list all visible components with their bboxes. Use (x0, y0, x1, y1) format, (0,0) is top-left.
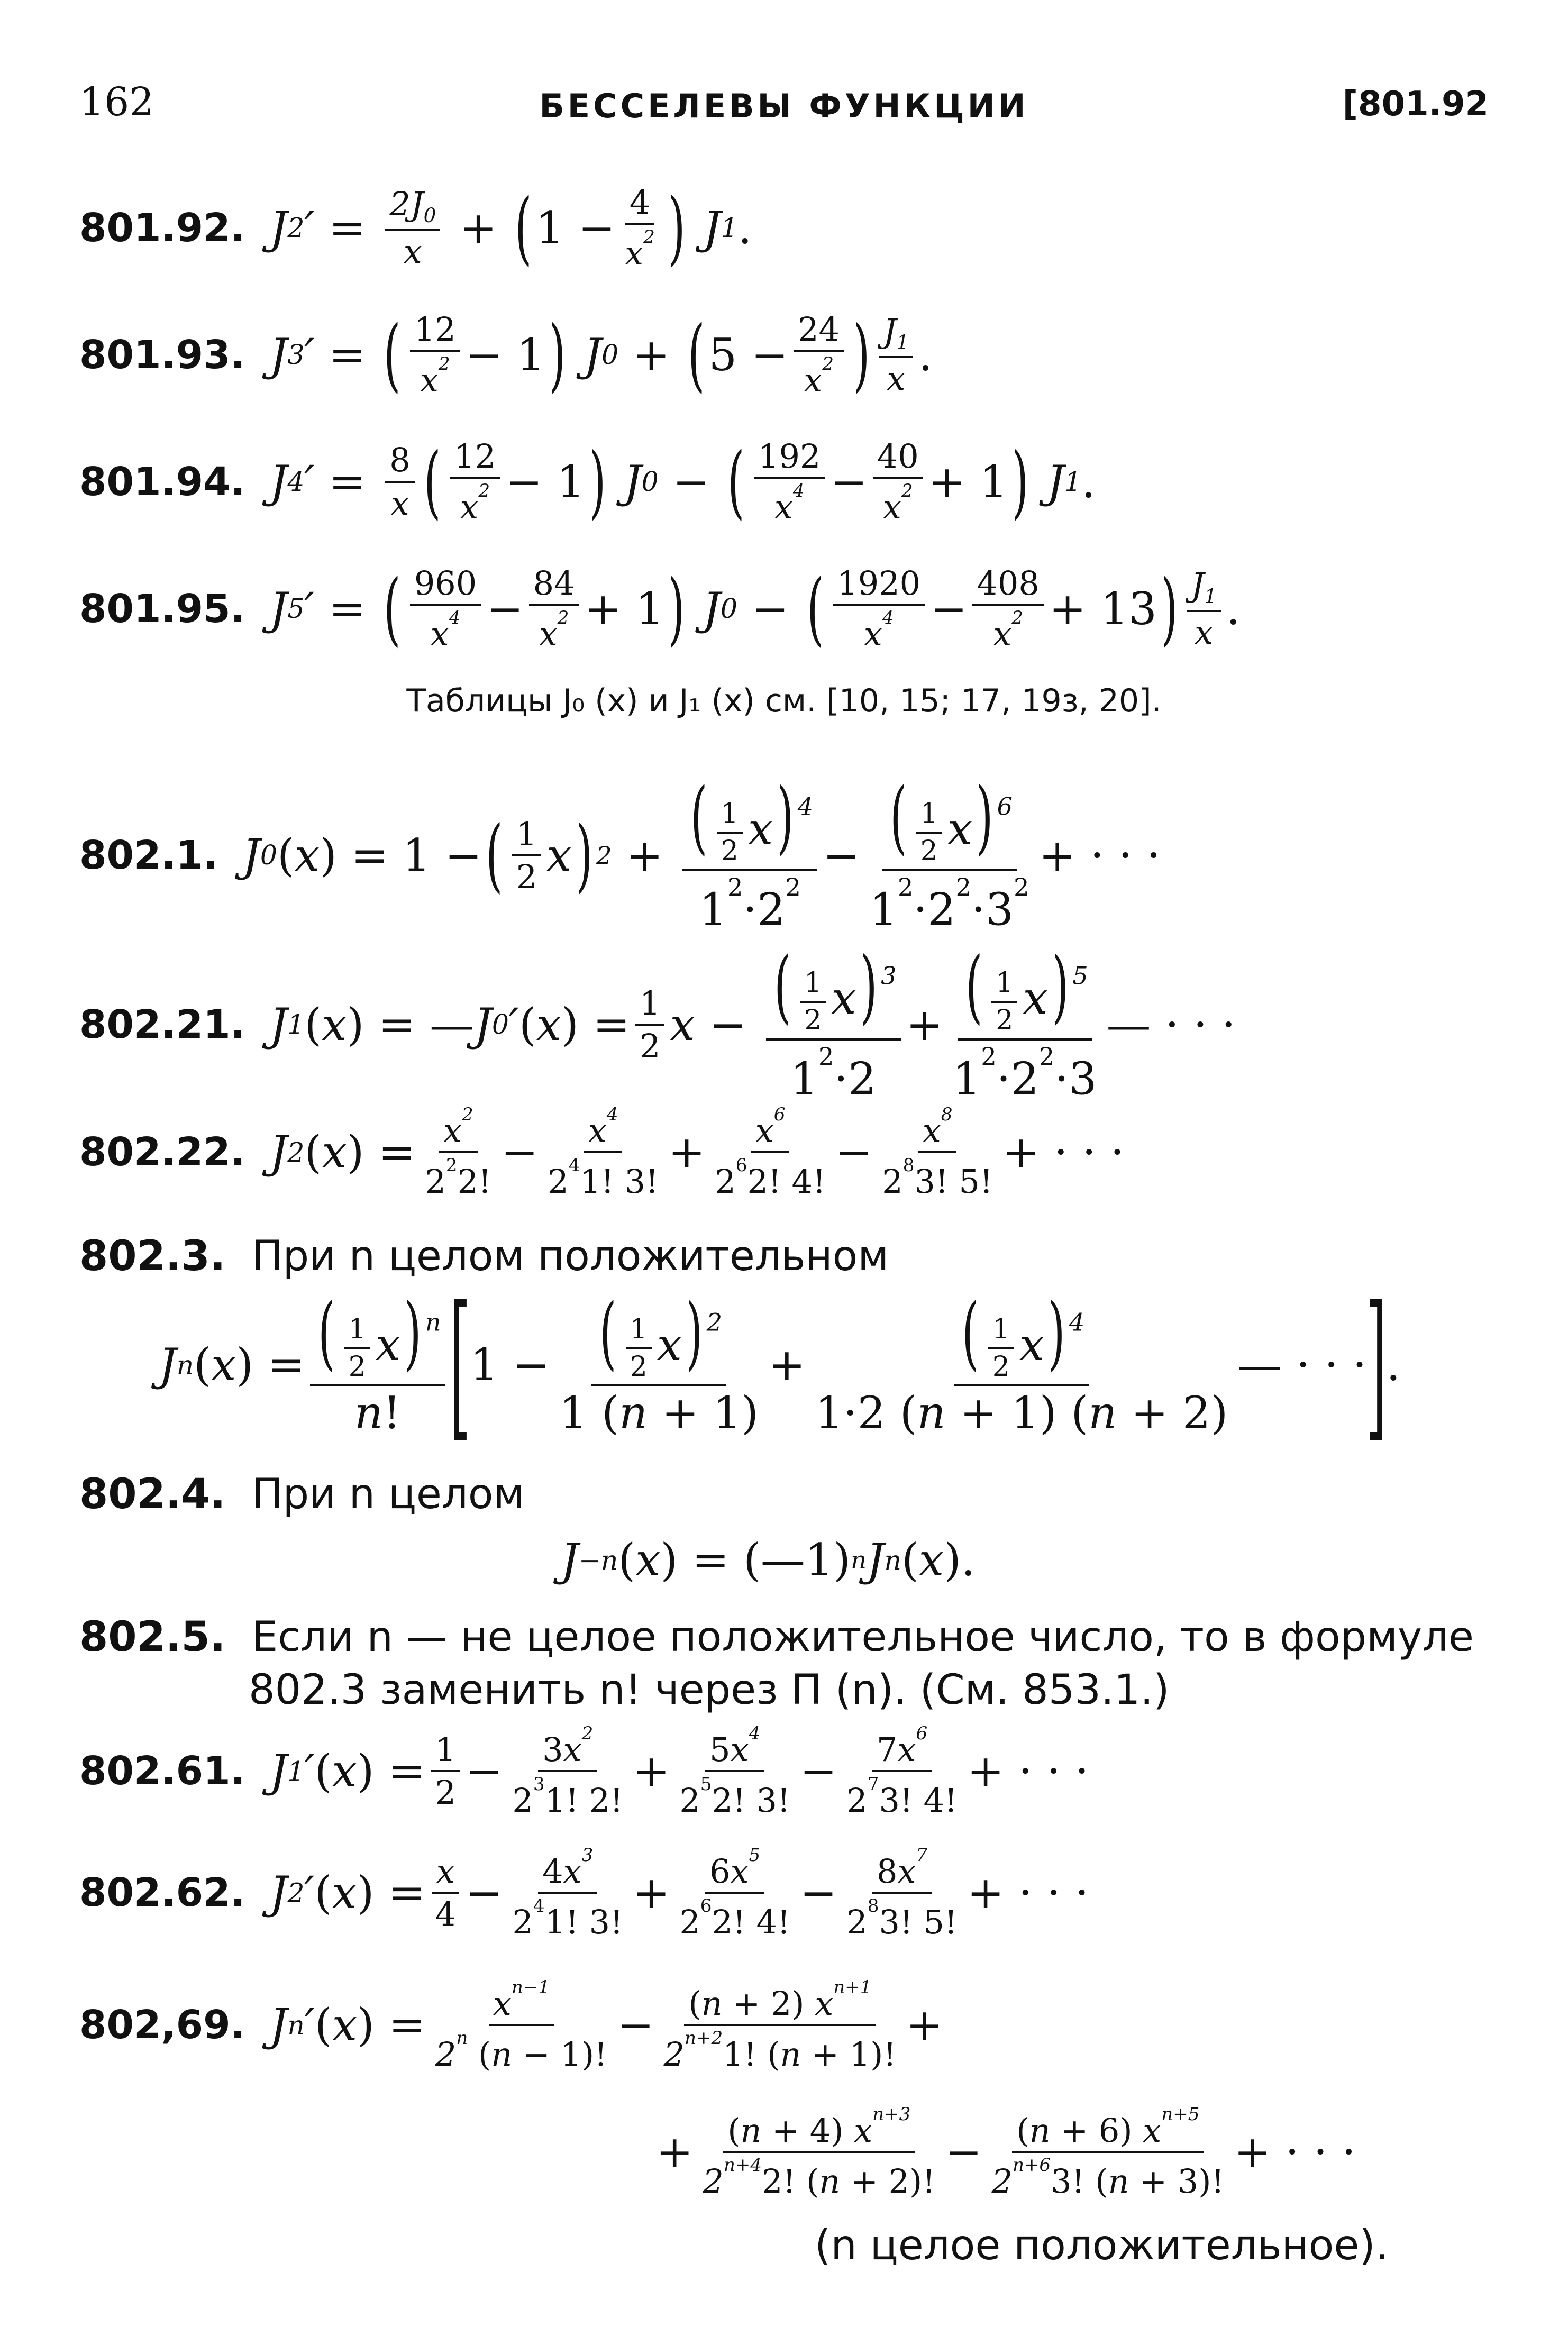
formula-802-22 (79, 1106, 1124, 1199)
formula-802-61 (79, 1724, 1089, 1818)
formula-label: 802.4. (79, 1471, 226, 1518)
formula-801-93 (79, 308, 933, 401)
formula-801-94 (79, 435, 1096, 528)
formula-body: J 4 ′ = $\frac{8}{x}$ ( 12 $x^2$ − 1 ) J 0 − ( 192 $x^4$ − $\frac{40}{x^2}$ + 1 ) J 1 . (269, 435, 1096, 528)
formula-body: J 5 ′ = ( 960 $x^4$ − $\frac{84}{x^2}$ + 1 ) J 0 − ( 1920 $x^4$ − $\frac{408}{x^2}$ + 13 ) $J_1$ x . (269, 562, 1241, 655)
formula-label: 802.1. (79, 832, 218, 878)
formula-body: J 2 ( x ) = $\frac{x^2}{2^22!}$ − $\frac{x^4}{2^41! 3!}$ + $\frac{x^6}{2^62! 4!}$ − $\frac{x^8}{2^83! 5!}$ + · · · (269, 1104, 1125, 1201)
formula-text-line1: Если n — не целое положительное число, то в формуле (251, 1613, 1474, 1661)
formula-802-3-intro (79, 1233, 889, 1280)
formula-802-69 (79, 1978, 943, 2072)
formula-label: 802.62. (79, 1870, 245, 1915)
formula-body: J 2 ′ ( x ) = $\frac{x}{4}$ − $\frac{4x^3}{2^41! 3!}$ + $\frac{6x^5}{2^62! 4!}$ − $\frac{8x^7}{2^83! 5!}$ + · · · (269, 1845, 1089, 1941)
section-reference: [801.92 (1342, 85, 1489, 124)
formula-body: J n ′ ( x ) = $\frac{x^{n-1}}{2^n (n - 1)!}$ − $\frac{(n + 2) x^{n+1}}{2^{n+2}1! (n + 1)!}$ + (269, 1977, 943, 2074)
formula-label: 802.22. (79, 1129, 245, 1175)
running-title: БЕССЕЛЕВЫ ФУНКЦИИ (539, 87, 1029, 125)
formula-802-3 (159, 1272, 1401, 1457)
formula-label: 801.94. (79, 459, 245, 505)
formula-label: 802,69. (79, 2002, 245, 2048)
formula-801-92 (79, 181, 752, 274)
formula-label: 801.93. (79, 332, 245, 378)
formula-body: J 2 ′ = $\frac{2J_0}{x}$ + ( 1 − $\frac{4}{x^2}$ ) J 1 . (269, 181, 752, 274)
formula-802-62 (79, 1846, 1089, 1939)
formula-802-1 (79, 771, 1161, 936)
formula-802-4 (561, 1534, 976, 1586)
formula-body: J 0 ( x ) = 1 − ( 1 2 x ) 2 + ( $\frac{1}{2}$ x) $^4$ $1^2\cdot 2^2$ − ( $\frac{1}{2}$ x) $^6$ $1^2\cdot 2^2\cdot 3^2$ + · · · (242, 771, 1161, 936)
formula-label: 802.21. (79, 1001, 245, 1047)
formula-label: 802.3. (79, 1233, 226, 1280)
formula-label: 801.92. (79, 205, 245, 251)
formula-802-69-cont (656, 2104, 1356, 2201)
formula-body: J −n ( x ) = (—1) n J n ( x ). (561, 1534, 976, 1586)
formula-body-continued: + $\frac{(n + 4) x^{n+3}}{2^{n+4}2! (n + 2)!}$ − $\frac{(n + 6) x^{n+5}}{2^{n+6}3! (n + 3)!}$ + · · · (656, 2104, 1356, 2201)
formula-body: J 1 ′ ( x ) = $\frac{1}{2}$ − $\frac{3x^2}{2^31! 2!}$ + $\frac{5x^4}{2^52! 3!}$ − $\frac{7x^6}{2^73! 4!}$ + · · · (269, 1723, 1089, 1820)
formula-label: 801.95. (79, 586, 245, 632)
page-number: 162 (79, 79, 154, 125)
formula-802-21 (79, 941, 1236, 1105)
formula-802-5-line2: 802.3 заменить n! через Π (n). (См. 853.1.) (249, 1666, 1170, 1714)
formula-802-4-intro (79, 1471, 524, 1518)
formula-text: При n целом (251, 1471, 525, 1518)
formula-body: J 3 ′ = ( 12 $x^2$ − 1 ) J 0 + ( 5 − $\frac{24}{x^2}$ ) $J_1$ x . (269, 308, 933, 401)
formula-body: J 1 ( x ) = — J 0 ′ ( x ) = $\frac{1}{2}$ x − ( $\frac{1}{2}$ x) $^3$ $1^2\cdot 2$ + ( $\frac{1}{2}$ x) $^5$ $1^2\cdot 2^2\cdot 3$ — · · · (269, 941, 1236, 1105)
formula-body: J n ( x ) = ( $\frac{1}{2}$ x) $^n$ n! [ 1 − ( $\frac{1}{2}$ x) $^2$ 1 (n + 1) + ( $\frac{1}{2}$ x) $^4$ 1·2 (n + 1) (n + 2) — · · · ] . (159, 1272, 1401, 1457)
tables-reference-note: Таблицы J₀ (x) и J₁ (x) см. [10, 15; 17, 19з, 20]. (406, 682, 1162, 719)
formula-label: 802.61. (79, 1748, 245, 1794)
formula-802-69-note: (n целое положительное). (815, 2222, 1389, 2269)
formula-802-5 (79, 1613, 1474, 1661)
formula-text: При n целом положительном (251, 1233, 889, 1280)
formula-801-95 (79, 562, 1241, 655)
formula-label: 802.5. (79, 1613, 226, 1661)
